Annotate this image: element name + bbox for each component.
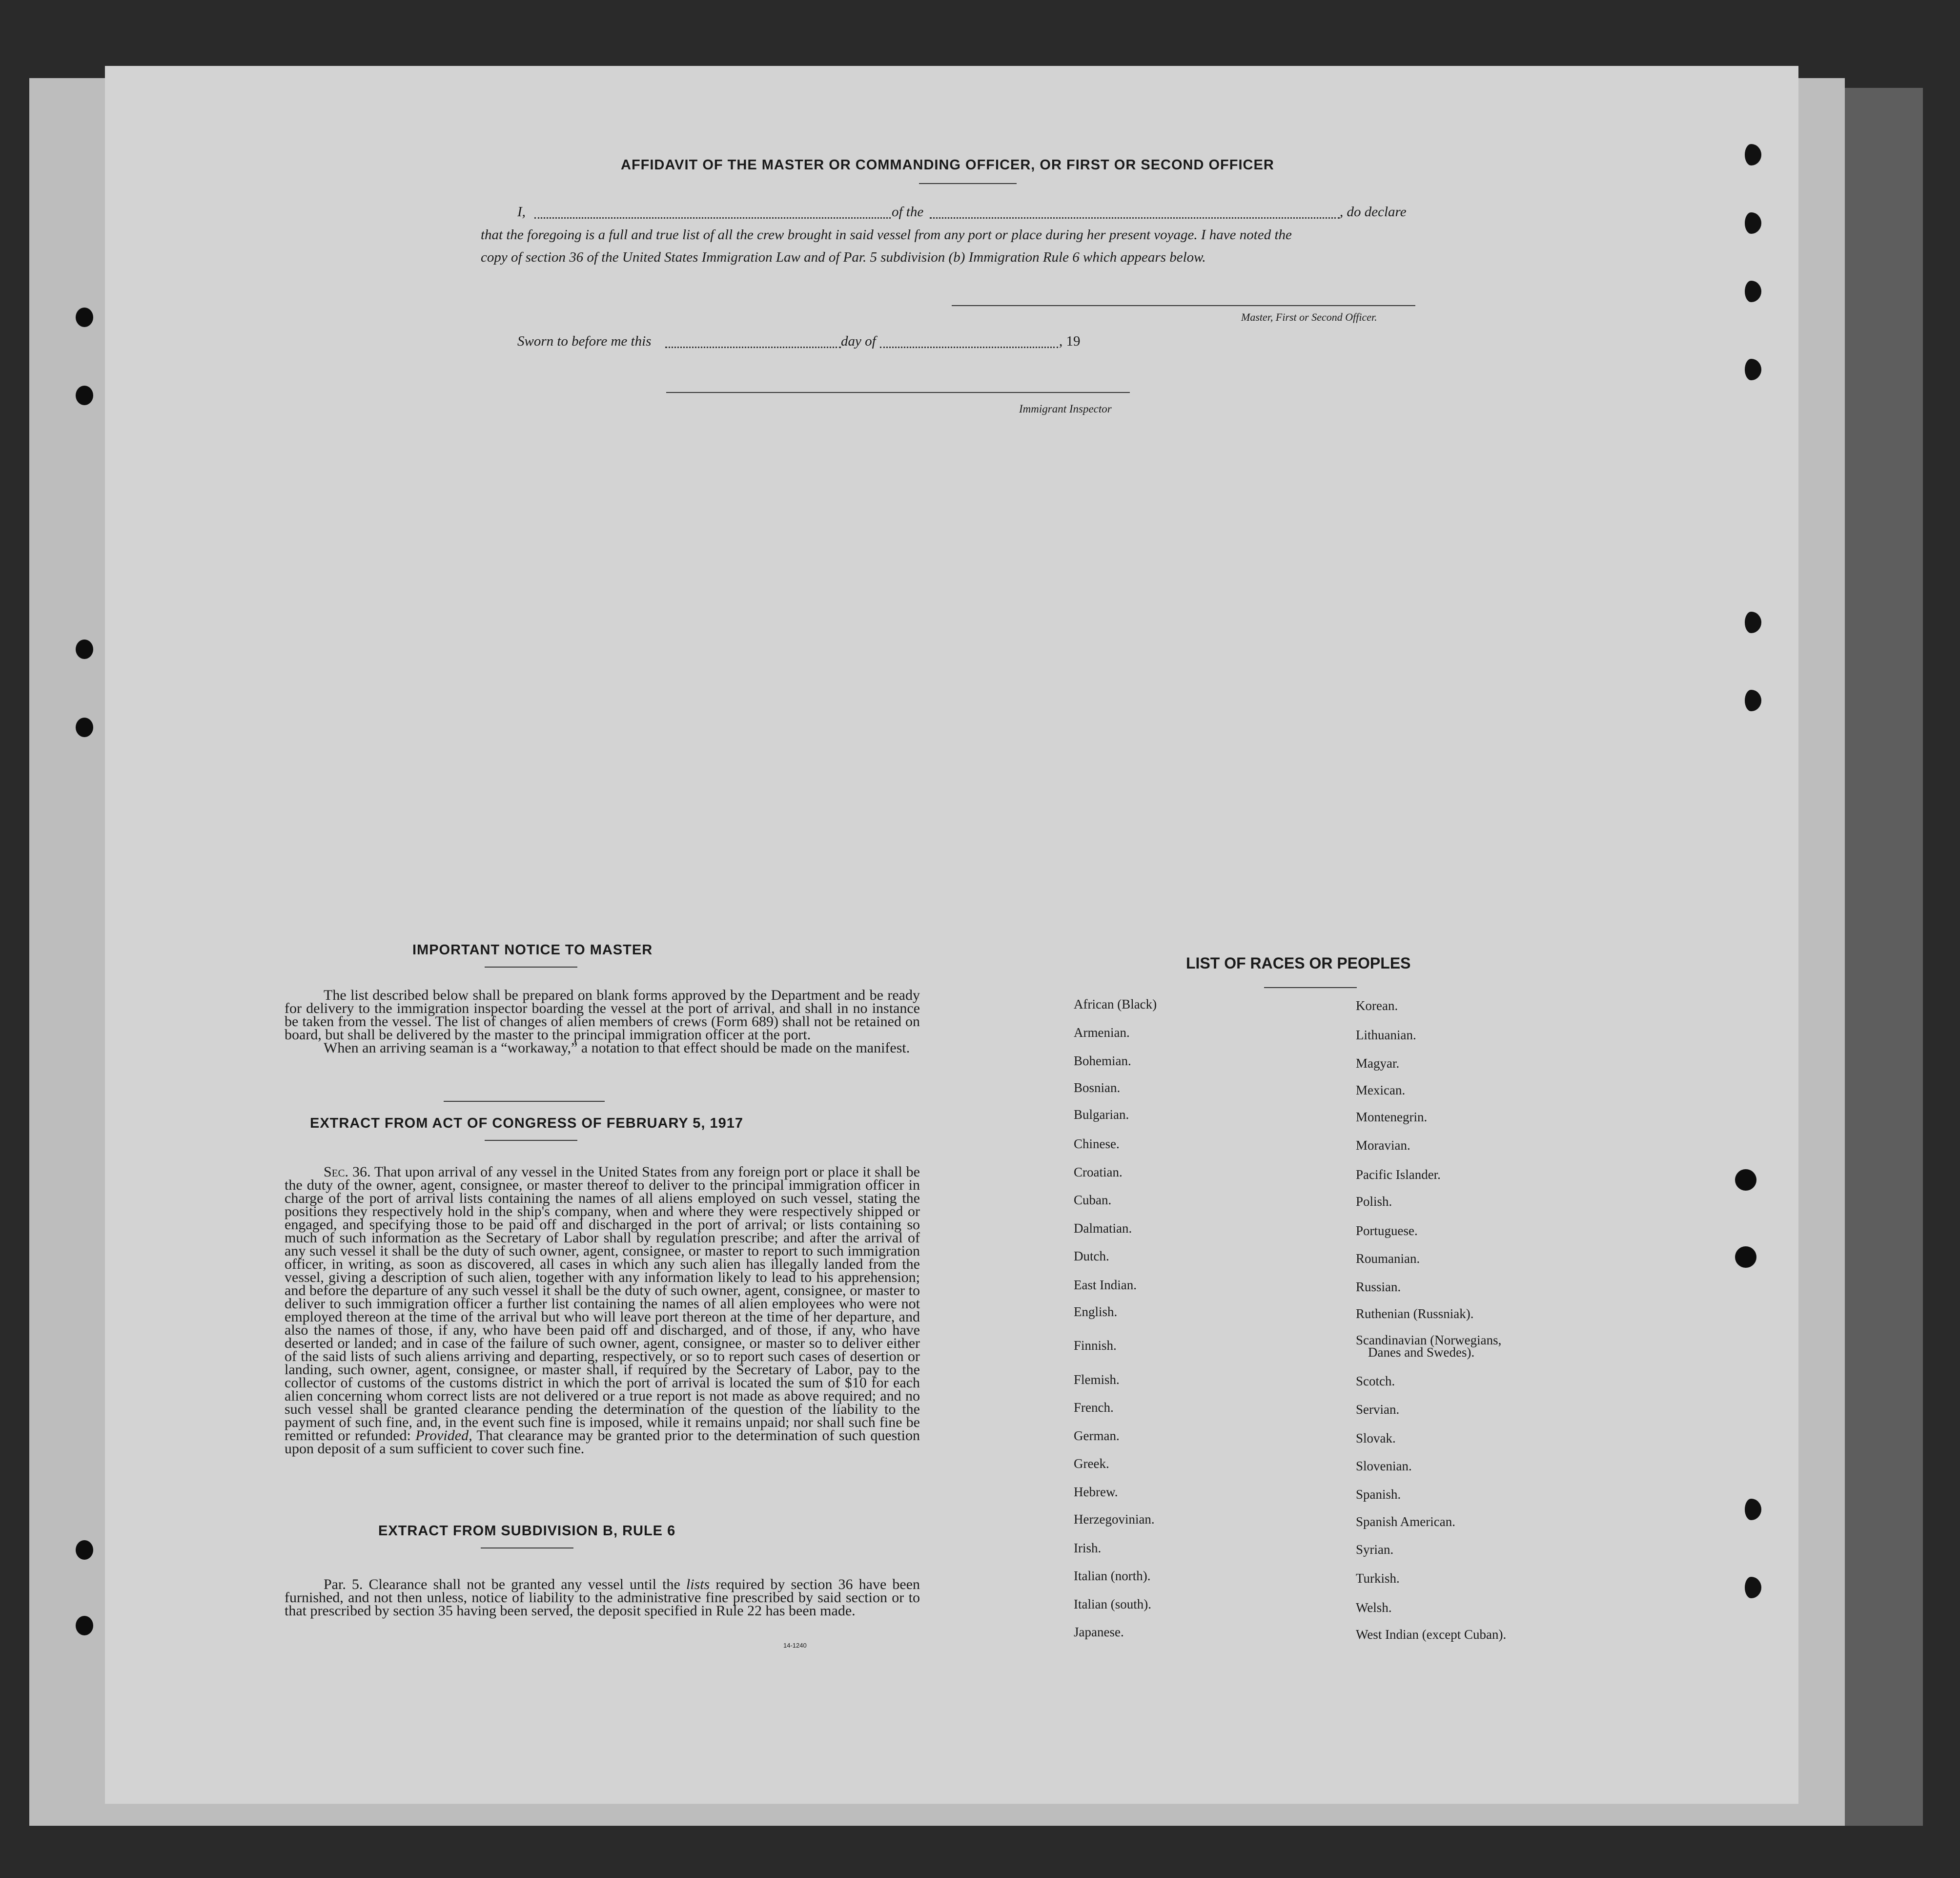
affidavit-title: AFFIDAVIT OF THE MASTER OR COMMANDING OFFICER, OR FIRST OR SECOND OFFICER [621, 157, 1274, 173]
race-item: Dalmatian. [1074, 1221, 1132, 1236]
race-item: Bosnian. [1074, 1080, 1121, 1095]
punch-hole-icon [1741, 212, 1761, 234]
rule-text-start: Par. 5. Clearance shall not be granted any vessel until the [324, 1576, 686, 1592]
extract-act-body [285, 1165, 920, 1455]
race-item: Italian (south). [1074, 1597, 1151, 1611]
punch-hole-icon [1741, 1577, 1761, 1598]
document-page [105, 66, 1798, 1804]
extract-rule-title: EXTRACT FROM SUBDIVISION B, RULE 6 [378, 1523, 676, 1539]
race-item: Bohemian. [1074, 1053, 1131, 1068]
notice-title: IMPORTANT NOTICE TO MASTER [412, 942, 653, 958]
binding-hole-icon [76, 308, 93, 327]
race-item: Finnish. [1074, 1338, 1117, 1353]
race-item: African (Black) [1074, 997, 1157, 1011]
race-item: Magyar. [1356, 1056, 1400, 1071]
provided-word: Provided, [415, 1427, 472, 1444]
affidavit-i-label: I, [517, 204, 526, 220]
punch-hole-icon [1741, 612, 1761, 633]
notice-paragraph-2: When an arriving seaman is a “workaway,” a notation to that effect should be made on the manifest. [324, 1040, 910, 1056]
race-item: Japanese. [1074, 1625, 1124, 1639]
sworn-prefix: Sworn to before me this [517, 333, 652, 349]
sworn-day-line [665, 347, 841, 348]
race-item: Servian. [1356, 1402, 1400, 1417]
extract-act-title: EXTRACT FROM ACT OF CONGRESS OF FEBRUARY 5, 1917 [310, 1115, 744, 1131]
punch-hole-icon [1735, 1246, 1756, 1268]
section-label: Sec. 36. [324, 1164, 371, 1180]
race-item: Portuguese. [1356, 1223, 1418, 1238]
race-item: Roumanian. [1356, 1251, 1420, 1266]
race-item: Scandinavian (Norwegians, [1356, 1333, 1502, 1347]
race-item: Slovak. [1356, 1431, 1396, 1445]
race-item: Spanish. [1356, 1487, 1401, 1502]
races-divider [1264, 987, 1357, 988]
race-item: Korean. [1356, 998, 1398, 1013]
extract-act-divider [485, 1140, 577, 1141]
extract-rule-body [285, 1578, 920, 1617]
inspector-signature-line [666, 392, 1130, 393]
race-item: West Indian (except Cuban). [1356, 1627, 1507, 1642]
punch-hole-icon [1741, 690, 1761, 711]
notice-divider [485, 967, 577, 968]
binding-hole-icon [76, 718, 93, 737]
race-item: Polish. [1356, 1194, 1392, 1209]
race-item: Cuban. [1074, 1193, 1112, 1207]
race-item: Lithuanian. [1356, 1028, 1416, 1042]
inspector-label: Immigrant Inspector [1019, 403, 1112, 415]
race-item: Armenian. [1074, 1025, 1130, 1040]
punch-hole-icon [1741, 281, 1761, 302]
races-title: LIST OF RACES OR PEOPLES [1186, 954, 1411, 972]
affidavit-of-the-label: of the [892, 204, 924, 220]
race-item: English. [1074, 1304, 1118, 1319]
race-item: French. [1074, 1400, 1114, 1415]
sworn-month-line [880, 347, 1058, 348]
race-item: Chinese. [1074, 1136, 1120, 1151]
sworn-year: , 19 [1059, 333, 1081, 349]
race-item: East Indian. [1074, 1278, 1137, 1292]
race-item: Flemish. [1074, 1372, 1120, 1387]
race-item: Herzegovinian. [1074, 1512, 1155, 1527]
race-item: Croatian. [1074, 1165, 1123, 1179]
race-item: Bulgarian. [1074, 1107, 1129, 1122]
affidavit-statement-line1: that the foregoing is a full and true list of all the crew brought in said vessel from any port or place during her present voyage. I have noted the [481, 227, 1292, 243]
race-item: German. [1074, 1428, 1120, 1443]
punch-hole-icon [1741, 144, 1761, 165]
affidavit-statement-line2: copy of section 36 of the United States Immigration Law and of Par. 5 subdivision (b) Immigration Rule 6 which appears below. [481, 249, 1206, 265]
section-36-text-end: That clearance may be granted prior to the determination of such question upon deposit of a sum sufficient to cover such fine. [285, 1427, 920, 1457]
race-item: Welsh. [1356, 1600, 1392, 1615]
race-item: Ruthenian (Russniak). [1356, 1306, 1474, 1321]
notice-body [285, 989, 920, 1054]
punch-hole-icon [1741, 359, 1761, 380]
race-item: Irish. [1074, 1541, 1102, 1555]
section-36-text: That upon arrival of any vessel in the United States from any foreign port or place it shall be the duty of the owner, agent, consignee, or master thereof to deliver to the principal immigration officer in charge of the port of arrival lists containing the names of all aliens employed on such vessel, stating the positions they respectively hold in the ship's company, when and where they were respectively shipped or engaged, and specifying those to be paid off and discharged in the port of arrival; or lists containing so much of such information as the Secretary of Labor shall by regulation prescribe; and after the arrival of any such vessel it shall be the duty of such owner, agent, consignee, or master to report to such immigration officer, in writing, as soon as discovered, all cases in which any such alien has illegally landed from the vessel, giving a description of such alien, together with any information likely to lead to his apprehension; and before the departure of any such vessel it shall be the duty of such owner, agent, consignee, or master to deliver to such immigration officer a further list containing the names of all alien employees who were not employed thereon at the time of the arrival but who will leave port thereon at the time of her departure, and also the names of those, if any, who have been paid off and discharged, and of those, if any, who have deserted or landed; and in case of the failure of such owner, agent, consignee, or master so to deliver either of the said lists of such aliens arriving and departing, respectively, or so to report such cases of desertion or landing, such owner, agent, consignee, or master shall, if required by the Secretary of Labor, pay to the collector of customs of the customs district in which the port of arrival is located the sum of $10 for each alien concerning whom correct lists are not delivered or a true report is not made as above required; and no such vessel shall be granted clearance pending the determination of the question of the liability to the payment of such fine, and, in the event such fine is imposed, while it remains unpaid; nor shall such fine be remitted or refunded: [285, 1164, 920, 1444]
punch-hole-icon [1741, 1499, 1761, 1520]
race-item: Russian. [1356, 1280, 1401, 1294]
race-item: Greek. [1074, 1456, 1109, 1471]
race-item: Dutch. [1074, 1249, 1109, 1263]
master-signature-label: Master, First or Second Officer. [1241, 311, 1377, 323]
binding-hole-icon [76, 1540, 93, 1560]
sworn-day-of: day of [841, 333, 876, 349]
form-number: 14-1240 [783, 1642, 807, 1649]
race-item: Mexican. [1356, 1083, 1406, 1097]
race-item: Slovenian. [1356, 1459, 1412, 1473]
race-item: Italian (north). [1074, 1568, 1151, 1583]
race-item: Syrian. [1356, 1542, 1394, 1557]
binding-hole-icon [76, 1616, 93, 1635]
race-item: Montenegrin. [1356, 1110, 1428, 1124]
notice-paragraph-1: The list described below shall be prepared on blank forms approved by the Department and be ready for delivery to the immigration inspector boarding the vessel at the port of arrival, and shall in no instance be taken from the vessel. The list of changes of alien members of crews (Form 689) shall not be retained on board, but shall be delivered by the master to the principal immigration officer at the port. [285, 987, 920, 1043]
race-item: Hebrew. [1074, 1485, 1118, 1499]
race-item: Scotch. [1356, 1374, 1395, 1388]
race-item: Spanish American. [1356, 1514, 1455, 1529]
race-item: Turkish. [1356, 1571, 1400, 1586]
affidavit-declare-label: , do declare [1340, 204, 1407, 220]
master-signature-line [952, 305, 1415, 306]
vessel-field-line [930, 217, 1340, 219]
title-divider [919, 183, 1017, 184]
race-item: Moravian. [1356, 1138, 1410, 1153]
race-item: Danes and Swedes). [1368, 1345, 1475, 1360]
notice-bottom-rule [444, 1101, 605, 1102]
punch-hole-icon [1735, 1169, 1756, 1191]
rule-text-end: required by section 36 have been furnished, and not then unless, notice of liability to the administrative fine prescribed by said section or to that prescribed by section 35 having been served, the deposit specified in Rule 22 has been made. [285, 1576, 920, 1619]
binding-hole-icon [76, 386, 93, 405]
binding-hole-icon [76, 640, 93, 659]
name-field-line [534, 217, 891, 219]
race-item: Pacific Islander. [1356, 1167, 1441, 1182]
lists-word: lists [686, 1576, 710, 1592]
